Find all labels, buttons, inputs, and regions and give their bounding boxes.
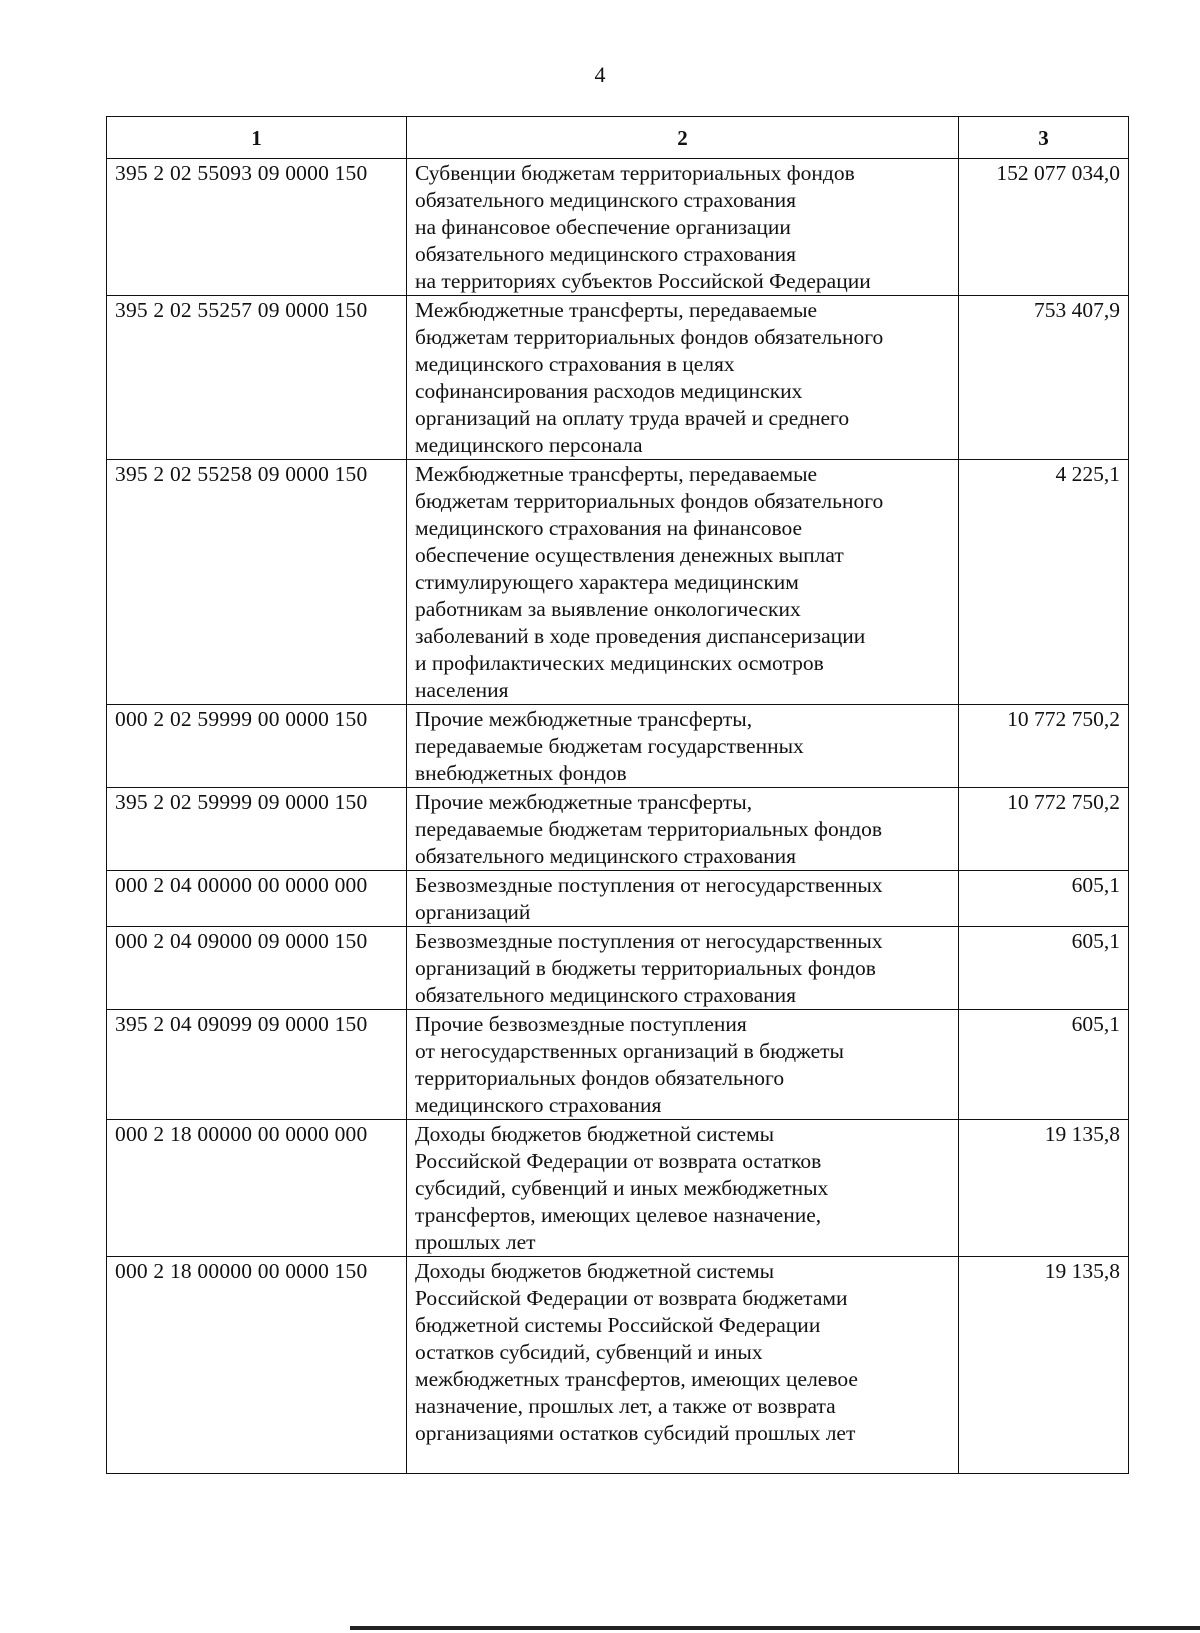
amount-cell: 19 135,8 <box>959 1120 1129 1257</box>
amount-cell: 605,1 <box>959 871 1129 927</box>
table-row <box>107 705 1129 788</box>
description-line: на территориях субъектов Российской Федерации <box>415 269 871 293</box>
description-cell <box>407 1257 959 1474</box>
budget-code-cell: 000 2 04 00000 00 0000 000 <box>107 871 407 927</box>
page-number: 4 <box>594 62 606 87</box>
description-line: софинансирования расходов медицинских <box>415 379 803 403</box>
table-row <box>107 927 1129 1010</box>
amount-cell: 605,1 <box>959 927 1129 1010</box>
description-line: организаций на оплату труда врачей и среднего <box>415 406 850 430</box>
description-line: медицинского персонала <box>415 433 643 457</box>
description-line: Прочие межбюджетные трансферты, <box>415 790 753 814</box>
amount-cell: 10 772 750,2 <box>959 705 1129 788</box>
description-line: Доходы бюджетов бюджетной системы <box>415 1259 775 1283</box>
amount-cell: 4 225,1 <box>959 460 1129 705</box>
scan-edge-line <box>350 1626 1200 1630</box>
table-body <box>107 159 1129 1474</box>
budget-code-cell: 395 2 02 59999 09 0000 150 <box>107 788 407 871</box>
table-header-row <box>107 117 1129 159</box>
budget-revenue-table <box>106 116 1129 1474</box>
description-cell <box>407 159 959 296</box>
amount-cell: 152 077 034,0 <box>959 159 1129 296</box>
description-line: на финансовое обеспечение организации <box>415 215 791 239</box>
budget-code-cell: 000 2 02 59999 00 0000 150 <box>107 705 407 788</box>
column-header-amount: 3 <box>959 117 1129 159</box>
description-line: Субвенции бюджетам территориальных фондов <box>415 161 855 185</box>
description-line: внебюджетных фондов <box>415 761 627 785</box>
description-line: Безвозмездные поступления от негосударственных <box>415 929 883 953</box>
description-line: прошлых лет <box>415 1230 536 1254</box>
description-line: Межбюджетные трансферты, передаваемые <box>415 462 818 486</box>
description-line: передаваемые бюджетам государственных <box>415 734 804 758</box>
description-cell <box>407 927 959 1010</box>
description-line: бюджетам территориальных фондов обязательного <box>415 489 884 513</box>
amount-cell: 753 407,9 <box>959 296 1129 460</box>
description-line: Российской Федерации от возврата остатков <box>415 1149 822 1173</box>
description-line: Прочие межбюджетные трансферты, <box>415 707 753 731</box>
table-row <box>107 1257 1129 1474</box>
description-cell <box>407 871 959 927</box>
description-line: Российской Федерации от возврата бюджетами <box>415 1286 848 1310</box>
description-cell <box>407 1010 959 1120</box>
description-line: работникам за выявление онкологических <box>415 597 801 621</box>
amount-cell: 19 135,8 <box>959 1257 1129 1474</box>
description-cell <box>407 705 959 788</box>
table-row <box>107 460 1129 705</box>
budget-code-cell: 000 2 18 00000 00 0000 150 <box>107 1257 407 1474</box>
budget-code-cell: 395 2 02 55093 09 0000 150 <box>107 159 407 296</box>
description-line: передаваемые бюджетам территориальных фондов <box>415 817 883 841</box>
description-line: Межбюджетные трансферты, передаваемые <box>415 298 818 322</box>
description-line: Доходы бюджетов бюджетной системы <box>415 1122 775 1146</box>
description-line: медицинского страхования на финансовое <box>415 516 803 540</box>
description-line: организаций в бюджеты территориальных фондов <box>415 956 876 980</box>
table-row <box>107 159 1129 296</box>
description-cell <box>407 460 959 705</box>
description-cell <box>407 296 959 460</box>
description-line: субсидий, субвенций и иных межбюджетных <box>415 1176 829 1200</box>
description-line: заболеваний в ходе проведения диспансеризации <box>415 624 866 648</box>
description-line: от негосударственных организаций в бюджеты <box>415 1039 844 1063</box>
table-row <box>107 788 1129 871</box>
description-line: Прочие безвозмездные поступления <box>415 1012 747 1036</box>
description-cell <box>407 1120 959 1257</box>
budget-code-cell: 395 2 02 55257 09 0000 150 <box>107 296 407 460</box>
description-line: обязательного медицинского страхования <box>415 983 797 1007</box>
description-line: населения <box>415 678 509 702</box>
description-line: обязательного медицинского страхования <box>415 844 797 868</box>
description-line: обеспечение осуществления денежных выплат <box>415 543 844 567</box>
description-line: Безвозмездные поступления от негосударственных <box>415 873 883 897</box>
description-line: назначение, прошлых лет, а также от возврата <box>415 1394 836 1418</box>
description-line: обязательного медицинского страхования <box>415 188 797 212</box>
description-line: медицинского страхования <box>415 1093 662 1117</box>
description-line: и профилактических медицинских осмотров <box>415 651 824 675</box>
column-header-description: 2 <box>407 117 959 159</box>
budget-code-cell: 395 2 02 55258 09 0000 150 <box>107 460 407 705</box>
description-line: медицинского страхования в целях <box>415 352 735 376</box>
description-line: остатков субсидий, субвенций и иных <box>415 1340 763 1364</box>
amount-cell: 605,1 <box>959 1010 1129 1120</box>
table-row <box>107 1010 1129 1120</box>
description-line: бюджетной системы Российской Федерации <box>415 1313 821 1337</box>
description-line: трансфертов, имеющих целевое назначение, <box>415 1203 822 1227</box>
table-row <box>107 871 1129 927</box>
budget-code-cell: 395 2 04 09099 09 0000 150 <box>107 1010 407 1120</box>
table-row <box>107 1120 1129 1257</box>
amount-cell: 10 772 750,2 <box>959 788 1129 871</box>
description-line: организациями остатков субсидий прошлых лет <box>415 1421 856 1445</box>
description-line: организаций <box>415 900 531 924</box>
column-header-code: 1 <box>107 117 407 159</box>
description-line: обязательного медицинского страхования <box>415 242 797 266</box>
description-line: межбюджетных трансфертов, имеющих целевое <box>415 1367 858 1391</box>
description-line: стимулирующего характера медицинским <box>415 570 799 594</box>
budget-code-cell: 000 2 04 09000 09 0000 150 <box>107 927 407 1010</box>
description-line: бюджетам территориальных фондов обязательного <box>415 325 884 349</box>
description-cell <box>407 788 959 871</box>
budget-code-cell: 000 2 18 00000 00 0000 000 <box>107 1120 407 1257</box>
table-row <box>107 296 1129 460</box>
description-line: территориальных фондов обязательного <box>415 1066 785 1090</box>
